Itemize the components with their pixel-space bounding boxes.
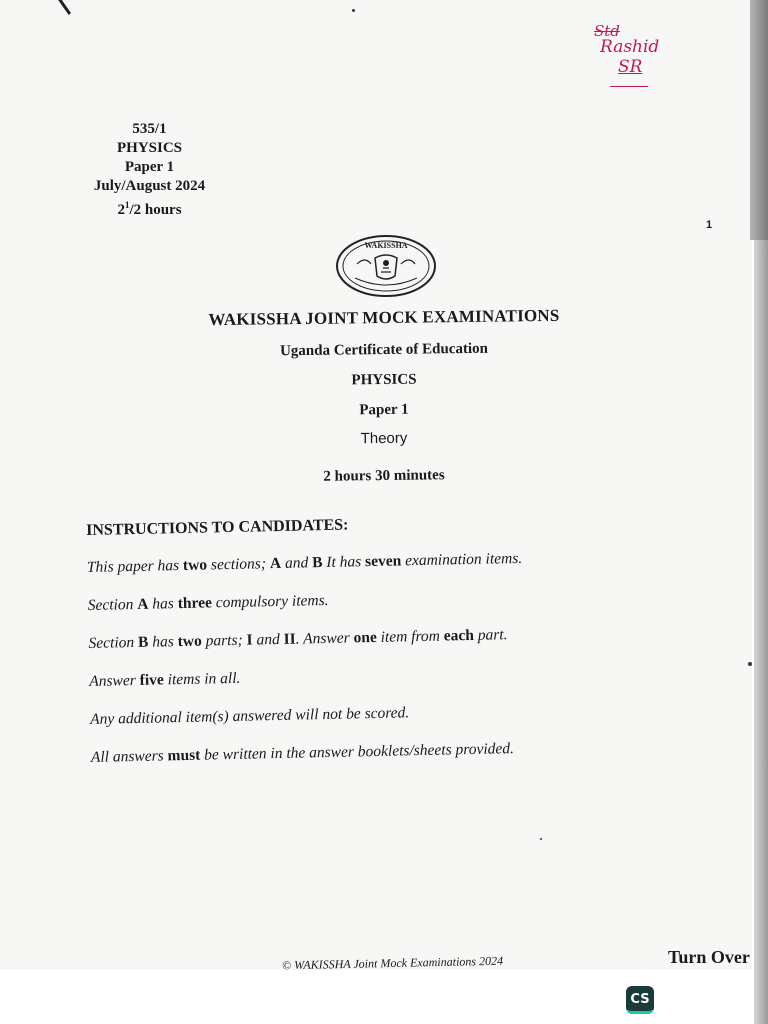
instruction-line-2: Section A has three compulsory items. bbox=[87, 591, 329, 614]
instruction-line-5: Any additional item(s) answered will not be scored. bbox=[89, 704, 410, 728]
handwriting-underline bbox=[610, 86, 648, 87]
copyright-footer: © WAKISSHA Joint Mock Examinations 2024 bbox=[281, 953, 504, 973]
instructions-heading: INSTRUCTIONS TO CANDIDATES: bbox=[86, 516, 349, 539]
exam-title: WAKISSHA JOINT MOCK EXAMINATIONS bbox=[208, 305, 560, 330]
paper-code: 535/1 bbox=[132, 121, 167, 137]
instruction-line-4: Answer five items in all. bbox=[89, 669, 241, 690]
paper-header bbox=[82, 120, 217, 220]
handwriting-line-3: SR bbox=[618, 57, 643, 77]
page-edge-shadow-top bbox=[750, 0, 768, 240]
page-number: 1 bbox=[706, 219, 713, 231]
handwriting-line-1: Std bbox=[594, 22, 620, 40]
speck bbox=[540, 838, 542, 840]
instruction-line-6: All answers must be written in the answer booklets/sheets provided. bbox=[90, 740, 515, 766]
header-duration: $2^1/2$ hours bbox=[117, 200, 182, 218]
header-subject: PHYSICS bbox=[116, 140, 183, 156]
turn-over-label: Turn Over bbox=[668, 947, 750, 967]
wakissha-logo-icon bbox=[335, 234, 437, 298]
header-session: July/August 2024 bbox=[93, 178, 206, 194]
instruction-line-3: Section B has two parts; I and II. Answer one item from each part. bbox=[88, 626, 508, 652]
speck bbox=[352, 9, 355, 12]
exam-subtitle: Uganda Certificate of Education bbox=[279, 340, 489, 360]
exam-type: Theory bbox=[360, 429, 408, 448]
instructions-section bbox=[86, 509, 691, 786]
camscanner-badge-icon: CS bbox=[626, 986, 654, 1014]
header-paper: Paper 1 bbox=[124, 159, 175, 175]
instruction-line-1: This paper has two sections; A and B It has seven examination items. bbox=[86, 549, 523, 576]
handwritten-annotation bbox=[590, 22, 680, 92]
speck bbox=[748, 662, 752, 666]
exam-duration: 2 hours 30 minutes bbox=[323, 467, 445, 485]
exam-subject: PHYSICS bbox=[351, 371, 417, 389]
svg-text:WAKISSHA: WAKISSHA bbox=[364, 241, 408, 250]
handwriting-line-2: Rashid bbox=[600, 37, 660, 57]
exam-paper-number: Paper 1 bbox=[359, 401, 409, 419]
